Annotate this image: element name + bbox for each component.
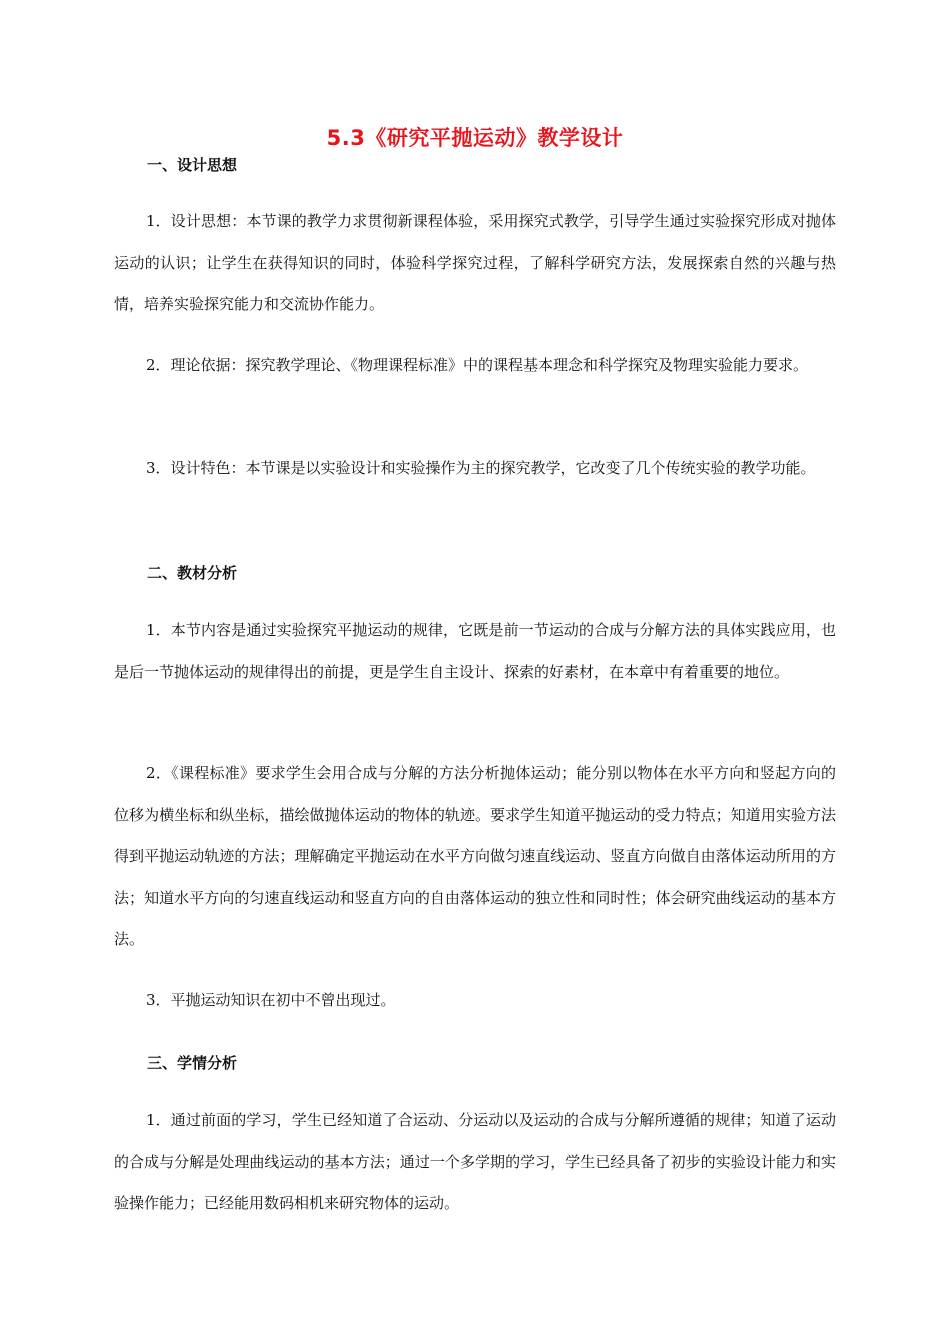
section-heading-material-analysis: 二、教材分析 (147, 564, 238, 582)
paragraph: 3．设计特色：本节课是以实验设计和实验操作为主的探究教学，它改变了几个传统实验的教学功能。 (146, 459, 816, 477)
section-heading-student-analysis: 三、学情分析 (147, 1054, 238, 1072)
paragraph: 2．《课程标准》要求学生会用合成与分解的方法分析抛体运动；能分别以物体在水平方向和竖起方向的位移为横坐标和纵坐标，描绘做抛体运动的物体的轨迹。要求学生知道平抛运动的受力特点；知道用实验方法得到平抛运动轨迹的方法；理解确定平抛运动在水平方向做匀速直线运动、竖直方向做自由落体运动所用的方法；知道水平方向的匀速直线运动和竖直方向的自由落体运动的独立性和同时性；体会研究曲线运动的基本方法。 (114, 764, 836, 948)
section-heading-design-idea: 一、设计思想 (147, 156, 238, 174)
document-title: 5.3《研究平抛运动》教学设计 (326, 126, 624, 150)
paragraph: 3．平抛运动知识在初中不曾出现过。 (146, 991, 396, 1009)
paragraph: 1．通过前面的学习，学生已经知道了合运动、分运动以及运动的合成与分解所遵循的规律；知道了运动的合成与分解是处理曲线运动的基本方法；通过一个多学期的学习，学生已经具备了初步的实验设计能力和实验操作能力；已经能用数码相机来研究物体的运动。 (114, 1111, 836, 1212)
paragraph: 1．设计思想：本节课的教学力求贯彻新课程体验，采用探究式教学，引导学生通过实验探究形成对抛体运动的认识；让学生在获得知识的同时，体验科学探究过程，了解科学研究方法，发展探索自然的兴趣与热情，培养实验探究能力和交流协作能力。 (114, 212, 836, 313)
paragraph: 2．理论依据：探究教学理论、《物理课程标准》中的课程基本理念和科学探究及物理实验能力要求。 (146, 356, 809, 374)
paragraph: 1．本节内容是通过实验探究平抛运动的规律，它既是前一节运动的合成与分解方法的具体实践应用，也是后一节抛体运动的规律得出的前提，更是学生自主设计、探索的好素材，在本章中有着重要的地位。 (114, 621, 836, 681)
